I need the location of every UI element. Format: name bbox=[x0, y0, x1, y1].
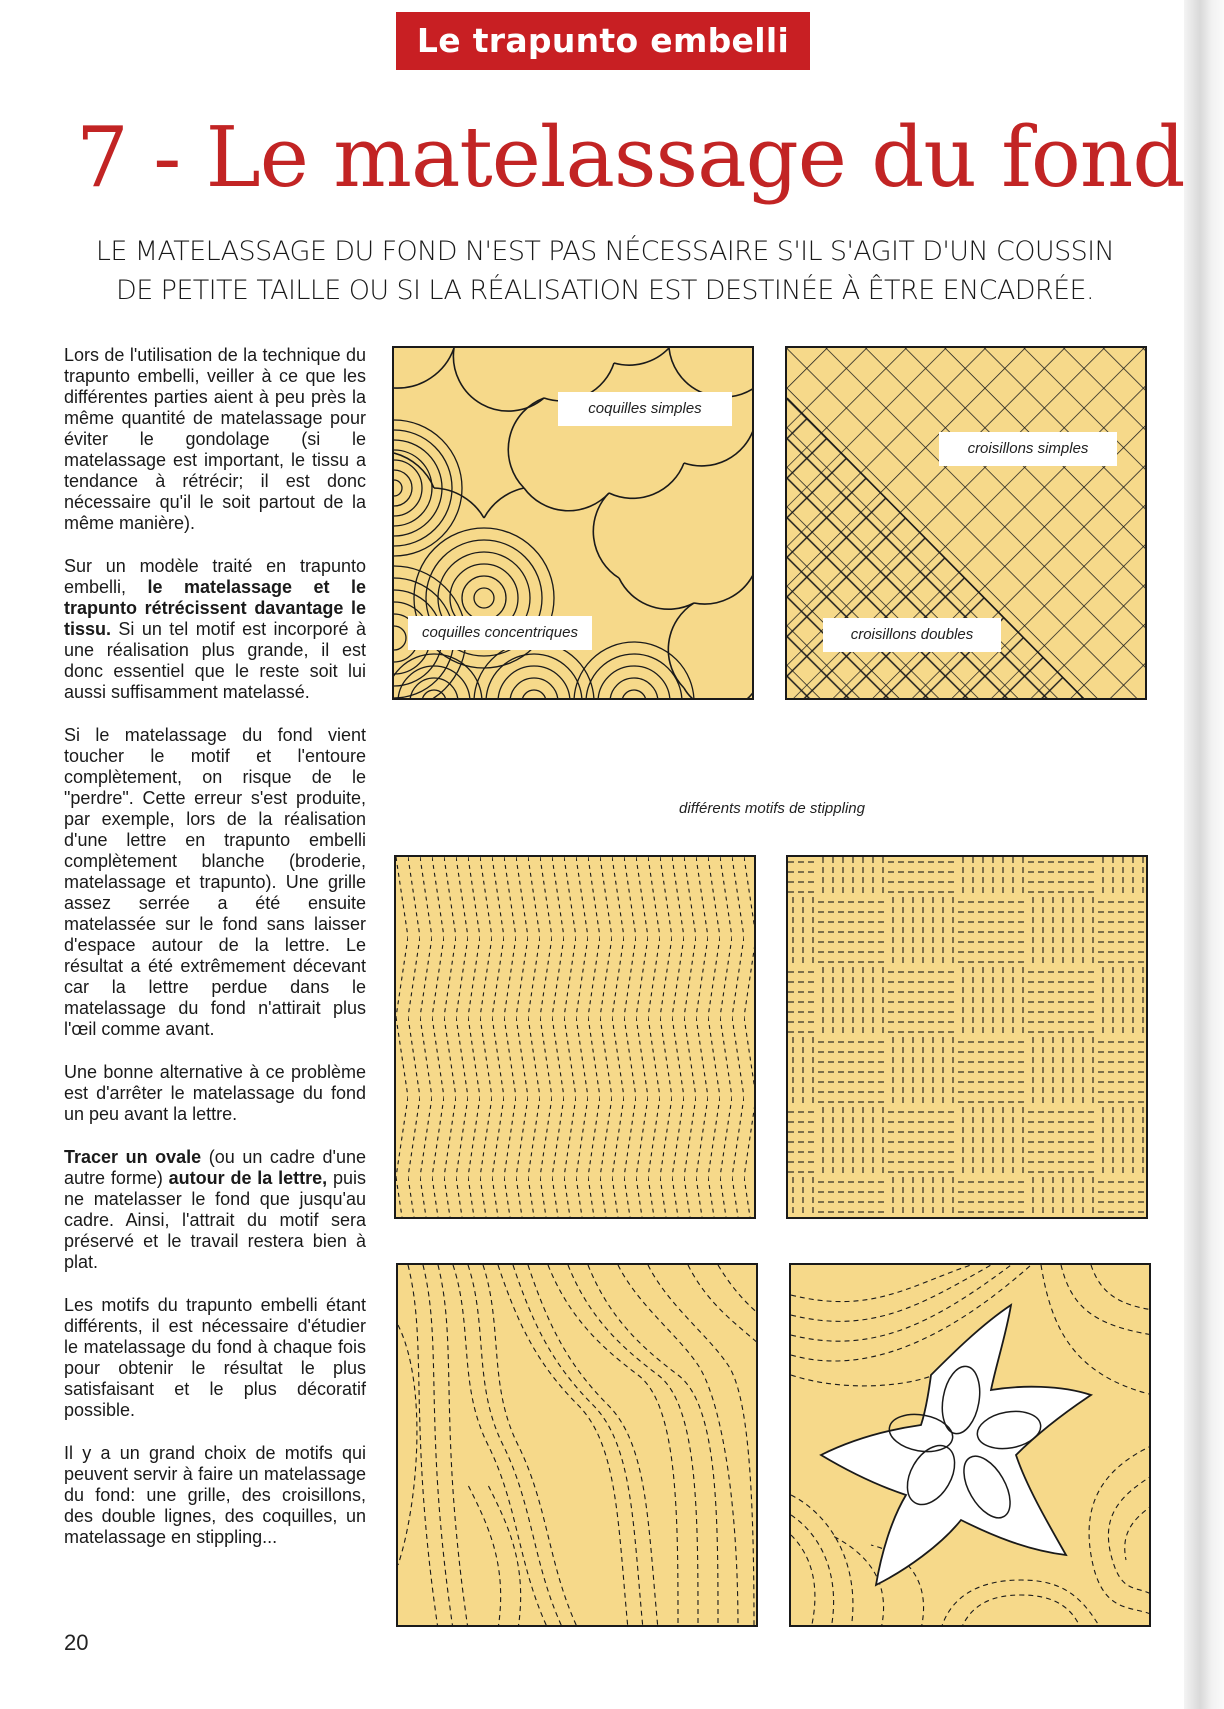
label-coquilles-concentriques: coquilles concentriques bbox=[408, 616, 592, 650]
shells-pattern-panel bbox=[392, 346, 754, 700]
meander-dash-illustration bbox=[398, 1265, 758, 1627]
paragraph-5-text-a: (ou un cadre d'une autre forme) bbox=[64, 1147, 366, 1188]
subtitle-line-2: DE PETITE TAILLE OU SI LA RÉALISATION EST DESTINÉE À ÊTRE ENCADRÉE. bbox=[116, 275, 1094, 306]
paragraph-5-bold-1: Tracer un ovale bbox=[64, 1147, 202, 1167]
label-croisillons-doubles: croisillons doubles bbox=[823, 618, 1001, 652]
stippling-caption: différents motifs de stippling bbox=[679, 800, 865, 817]
label-croisillons-simples: croisillons simples bbox=[939, 432, 1117, 466]
paragraph-2-text-b: Si un tel motif est incorporé à une réalisation plus grande, il est donc essentiel que le reste soit lui aussi suffisamment matelassé. bbox=[64, 619, 366, 702]
flower-echo-illustration bbox=[791, 1265, 1151, 1627]
page-number: 20 bbox=[64, 1630, 89, 1655]
stippling-meander-panel bbox=[396, 1263, 758, 1627]
paragraph-4: Une bonne alternative à ce problème est d'arrêter le matelassage du fond un peu avant la lettre. bbox=[64, 1062, 366, 1124]
paragraph-2-text-a: Sur un modèle traité en trapunto embelli, bbox=[64, 556, 366, 597]
stippling-basketweave-panel bbox=[786, 855, 1148, 1219]
herringbone-dash-illustration bbox=[396, 857, 756, 1219]
label-coquilles-simples: coquilles simples bbox=[558, 392, 732, 426]
page-edge bbox=[1184, 0, 1224, 1709]
body-text-column bbox=[64, 345, 366, 1570]
paragraph-2 bbox=[64, 556, 366, 703]
stippling-flower-panel bbox=[789, 1263, 1151, 1627]
section-banner: Le trapunto embelli bbox=[396, 12, 810, 70]
paragraph-5-bold-2: autour de la lettre, bbox=[168, 1168, 328, 1188]
paragraph-5 bbox=[64, 1147, 366, 1273]
crosshatch-pattern-panel bbox=[785, 346, 1147, 700]
subtitle-line-1: LE MATELASSAGE DU FOND N'EST PAS NÉCESSAIRE S'IL S'AGIT D'UN COUSSIN bbox=[95, 236, 1115, 267]
paragraph-7: Il y a un grand choix de motifs qui peuvent servir à faire un matelassage du fond: une grille, des croisillons, des double lignes, des coquilles, un matelassage en stippling... bbox=[64, 1443, 366, 1547]
paragraph-3: Si le matelassage du fond vient toucher le motif et l'entoure complètement, on risque de le "perdre". Cette erreur s'est produite, par exemple, lors de la réalisation d'une lettre en trapunto embelli complètement blanche (broderie, matelassage et trapunto). Une grille assez serrée a été ensuite matelassée sur le fond sans laisser d'espace autour de la lettre. Le résultat a été extrêmement décevant car la lettre perdue dans le matelassage du fond n'attirait plus l'œil comme avant. bbox=[64, 725, 366, 1039]
basketweave-dash-illustration bbox=[788, 857, 1148, 1219]
paragraph-6: Les motifs du trapunto embelli étant différents, il est nécessaire d'étudier le matelassage du fond à chaque fois pour obtenir le résultat le plus satisfaisant et le plus décoratif possible. bbox=[64, 1295, 366, 1420]
paragraph-5-text-b: puis ne matelasser le fond que jusqu'au cadre. Ainsi, l'attrait du motif sera préservé et le travail restera bien à plat. bbox=[64, 1168, 366, 1272]
stippling-herringbone-panel bbox=[394, 855, 756, 1219]
page-title: 7 - Le matelassage du fond bbox=[76, 109, 1185, 206]
page-subtitle bbox=[70, 232, 1140, 310]
paragraph-1: Lors de l'utilisation de la technique du trapunto embelli, veiller à ce que les différentes parties aient à peu près la même quantité de matelassage pour éviter le gondolage (si le matelassage est important, le tissu a tendance à rétrécir; il est donc nécessaire qu'il le soit partout de la même manière). bbox=[64, 345, 366, 533]
paragraph-2-bold: le matelassage et le trapunto rétrécissent davantage le tissu. bbox=[64, 577, 366, 639]
